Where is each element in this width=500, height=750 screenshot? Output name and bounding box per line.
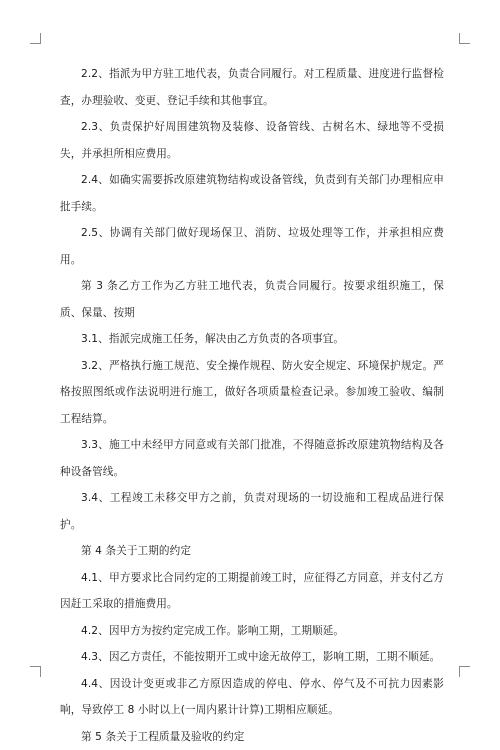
clause-4-3: 4.3、因乙方责任，不能按期开工或中途无故停工，影响工期，工期不顺延。 (60, 644, 444, 671)
clause-2-4: 2.4、如确实需要拆改原建筑物结构或设备管线，负责到有关部门办理相应申批手续。 (60, 167, 444, 220)
clause-2-3: 2.3、负责保护好周围建筑物及装修、设备管线、古树名木、绿地等不受损失，并承担所相应费用。 (60, 114, 444, 167)
clause-3-2: 3.2、严格执行施工规范、安全操作规程、防火安全规定、环境保护规定。严格按照图纸或作法说明进行施工，做好各项质量检查记录。参加竣工验收、编制工程结算。 (60, 353, 444, 433)
clause-3-3: 3.3、施工中未经甲方同意或有关部门批准，不得随意拆改原建筑物结构及各种设备管线。 (60, 432, 444, 485)
document-body (60, 61, 444, 750)
clause-4-1: 4.1、甲方要求比合同约定的工期提前竣工时，应征得乙方同意，并支付乙方因赶工采取的措施费用。 (60, 565, 444, 618)
clause-3-4: 3.4、工程竣工未移交甲方之前，负责对现场的一切设施和工程成品进行保护。 (60, 485, 444, 538)
article-3-heading: 第 3 条乙方工作为乙方驻工地代表，负责合同履行。按要求组织施工，保质、保量、按期 (60, 273, 444, 326)
crop-mark-top-right (459, 33, 470, 44)
clause-2-5: 2.5、协调有关部门做好现场保卫、消防、垃圾处理等工作，并承担相应费用。 (60, 220, 444, 273)
clause-4-2: 4.2、因甲方为按约定完成工作。影响工期，工期顺延。 (60, 618, 444, 645)
clause-3-1: 3.1、指派完成施工任务，解决由乙方负责的各项事宜。 (60, 326, 444, 353)
crop-mark-bottom-left (30, 666, 41, 677)
clause-4-4: 4.4、因设计变更或非乙方原因造成的停电、停水、停气及不可抗力因素影响，导致停工 8 小时以上(一周内累计计算)工期相应顺延。 (60, 671, 444, 724)
crop-mark-top-left (30, 33, 41, 44)
crop-mark-bottom-right (459, 666, 470, 677)
article-4-heading: 第 4 条关于工期的约定 (60, 538, 444, 565)
article-5-heading: 第 5 条关于工程质量及验收的约定 (60, 724, 444, 750)
clause-2-2: 2.2、指派为甲方驻工地代表，负责合同履行。对工程质量、进度进行监督检查，办理验收、变更、登记手续和其他事宜。 (60, 61, 444, 114)
